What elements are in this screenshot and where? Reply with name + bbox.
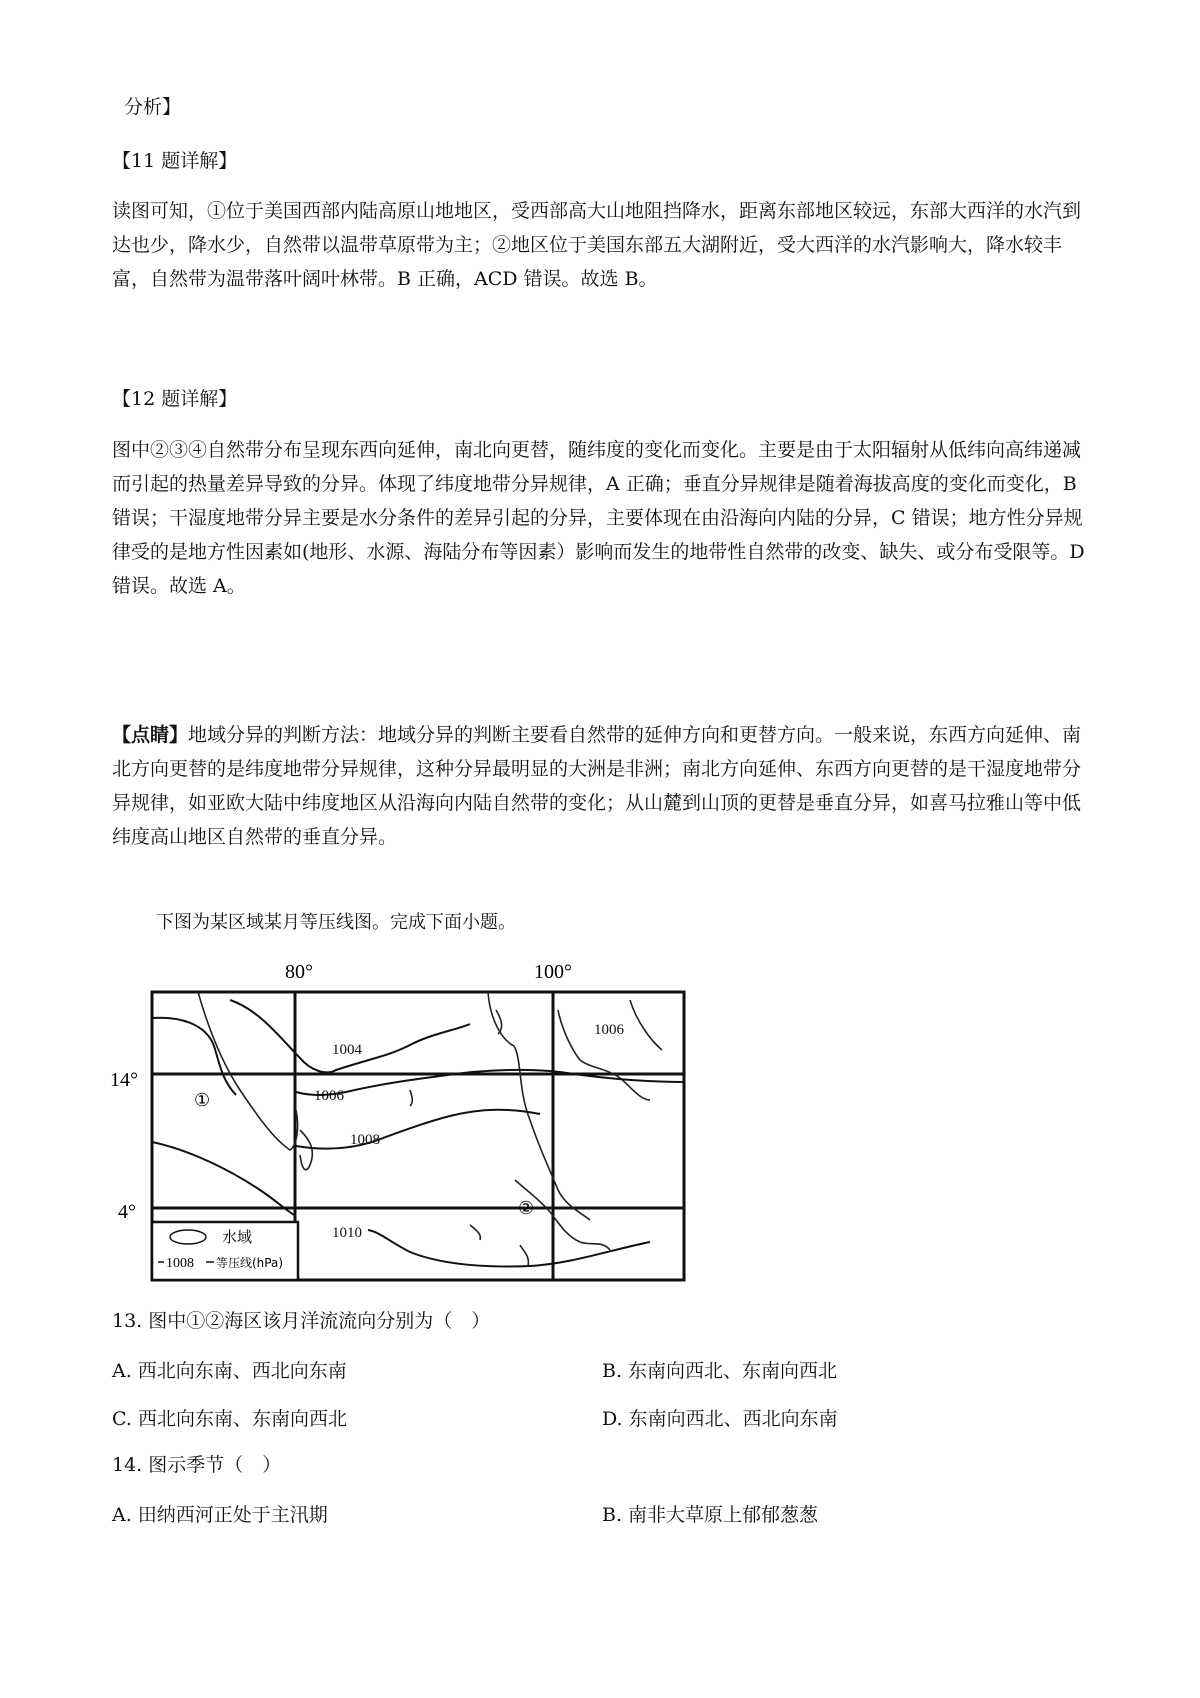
q13-stem: 13. 图中①②海区该月洋流流向分别为（ ） (112, 1310, 491, 1332)
isobar-map (110, 950, 700, 1290)
lat-label-14: 14° (110, 1069, 138, 1091)
legend-isobar-value: 1008 (166, 1256, 194, 1271)
lon-label-100: 100° (534, 961, 572, 983)
q13-option-c[interactable]: C. 西北向东南、东南向西北 (112, 1408, 347, 1430)
q12-heading: 【12 题详解】 (112, 388, 238, 410)
q11-heading: 【11 题详解】 (112, 150, 238, 172)
legend-water-label: 水域 (222, 1228, 253, 1246)
isobar-label-1006-top: 1006 (594, 1022, 624, 1038)
tip-heading: 【点睛】 (112, 724, 189, 746)
q11-explanation: 读图可知，①位于美国西部内陆高原山地地区，受西部高大山地阻挡降水，距离东部地区较远，东部大西洋的水汽到达也少，降水少，自然带以温带草原带为主；②地区位于美国东部五大湖附近，受大西洋的水汽影响大，降水较丰富，自然带为温带落叶阔叶林带。B 正确，ACD 错误。故选 B。 (112, 200, 1082, 290)
legend-isobar-label: 等压线(hPa) (216, 1256, 284, 1270)
q12-explanation: 图中②③④自然带分布呈现东西向延伸，南北向更替，随纬度的变化而变化。主要是由于太阳辐射从低纬向高纬递减而引起的热量差异导致的分异。体现了纬度地带分异规律，A 正确；垂直分异规律是随着海拔高度的变化而变化，B 错误；干湿度地带分异主要是水分条件的差异引起的分异，主要体现在由沿海向内陆的分异，C 错误；地方性分异规律受的是地方性因素如(地形、水源、海陆分布等因素）影响而发生的地带性自然带的改变、缺失、或分布受限等。D 错误。故选 A。 (112, 439, 1085, 597)
isobar-label-1010: 1010 (332, 1225, 362, 1241)
tip-paragraph (112, 718, 1092, 854)
map-intro: 下图为某区域某月等压线图。完成下面小题。 (156, 912, 516, 933)
isobar-label-1006: 1006 (314, 1088, 344, 1104)
lon-label-80: 80° (285, 961, 313, 983)
q13-option-b[interactable]: B. 东南向西北、东南向西北 (602, 1360, 838, 1382)
lat-label-4: 4° (118, 1201, 136, 1223)
q13-option-d[interactable]: D. 东南向西北、西北向东南 (602, 1408, 838, 1430)
q14-stem: 14. 图示季节（ ） (112, 1454, 282, 1476)
marker-2: ② (518, 1198, 535, 1219)
marker-1: ① (194, 1090, 211, 1111)
isobar-label-1004: 1004 (332, 1042, 362, 1058)
q14-option-a[interactable]: A. 田纳西河正处于主汛期 (112, 1504, 328, 1526)
q14-option-b[interactable]: B. 南非大草原上郁郁葱葱 (602, 1504, 819, 1526)
tip-text: 地域分异的判断方法：地域分异的判断主要看自然带的延伸方向和更替方向。一般来说，东西方向延伸、南北方向更替的是纬度地带分异规律，这种分异最明显的大洲是非洲；南北方向延伸、东西方向更替的是干湿度地带分异规律，如亚欧大陆中纬度地区从沿海向内陆自然带的变化；从山麓到山顶的更替是垂直分异，如喜马拉雅山等中低纬度高山地区自然带的垂直分异。 (112, 724, 1082, 848)
isobar-label-1008: 1008 (350, 1132, 380, 1148)
analysis-heading: 分析】 (124, 96, 182, 118)
q13-option-a[interactable]: A. 西北向东南、西北向东南 (112, 1360, 347, 1382)
